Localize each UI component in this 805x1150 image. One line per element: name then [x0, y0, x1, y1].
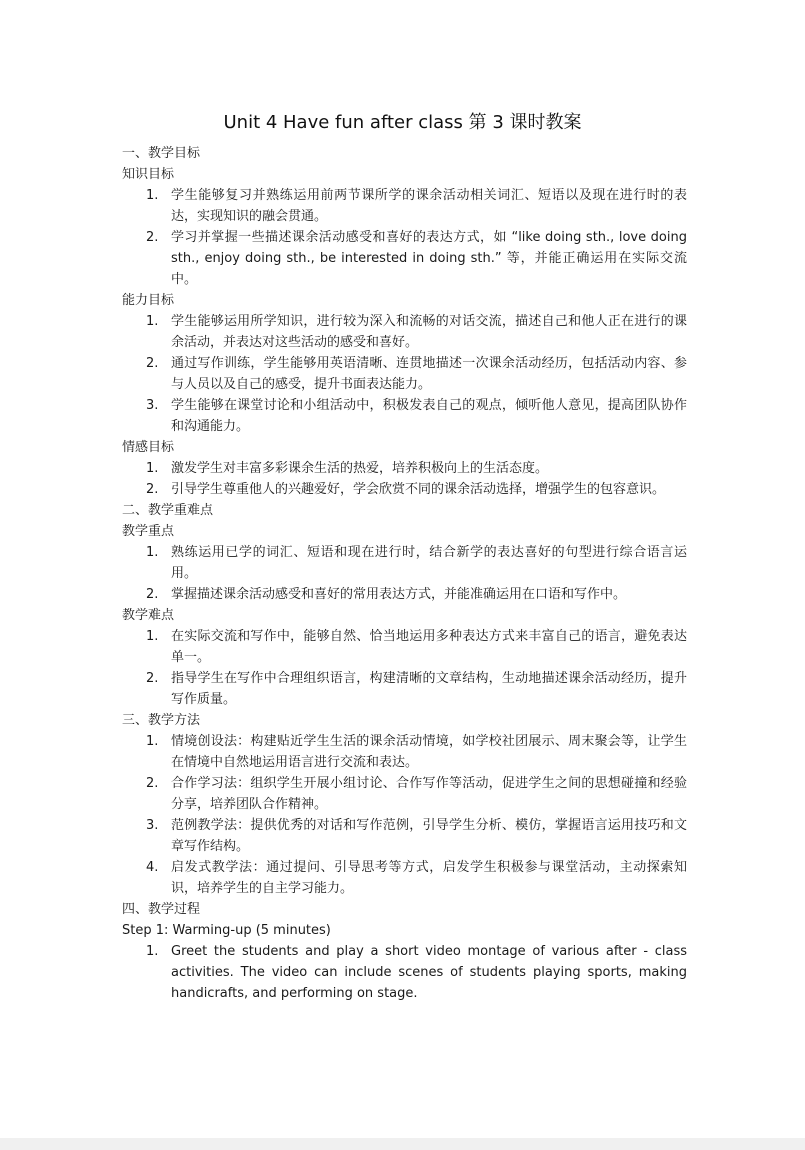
list-item — [122, 668, 687, 710]
list-item-text: 指导学生在写作中合理组织语言，构建清晰的文章结构，生动地描述课余活动经历，提升写作质量。 — [171, 671, 687, 707]
list-item-text: 学生能够运用所学知识，进行较为深入和流畅的对话交流，描述自己和他人正在进行的课余活动，并表达对这些活动的感受和喜好。 — [171, 314, 687, 350]
viewer-bottom-edge — [0, 1138, 805, 1150]
list-item — [122, 395, 687, 437]
list-item-text: 通过写作训练，学生能够用英语清晰、连贯地描述一次课余活动经历，包括活动内容、参与人员以及自己的感受，提升书面表达能力。 — [171, 356, 687, 392]
list-item-number: 1. — [146, 188, 159, 203]
numbered-list — [122, 185, 687, 290]
subsection-heading: Step 1: Warming-up (5 minutes) — [122, 923, 331, 938]
section-heading: 二、教学重难点 — [122, 503, 214, 518]
list-item-number: 1. — [146, 944, 159, 959]
numbered-list — [122, 626, 687, 710]
list-item — [122, 458, 687, 479]
list-item — [122, 311, 687, 353]
list-item — [122, 353, 687, 395]
list-item-number: 3. — [146, 398, 159, 413]
subsection-heading: 知识目标 — [122, 167, 175, 182]
section-heading: 四、教学过程 — [122, 902, 201, 917]
list-item-text: 引导学生尊重他人的兴趣爱好，学会欣赏不同的课余活动选择，增强学生的包容意识。 — [171, 482, 666, 497]
numbered-list — [122, 542, 687, 605]
document-body — [122, 143, 687, 1004]
list-item — [122, 227, 687, 290]
numbered-list — [122, 311, 687, 437]
list-item — [122, 941, 687, 1004]
section-heading: 一、教学目标 — [122, 146, 201, 161]
list-item-number: 1. — [146, 734, 159, 749]
list-item — [122, 542, 687, 584]
list-item-number: 2. — [146, 356, 159, 371]
list-item-text: 范例教学法：提供优秀的对话和写作范例，引导学生分析、模仿，掌握语言运用技巧和文章写作结构。 — [171, 818, 687, 854]
list-item-text: 熟练运用已学的词汇、短语和现在进行时，结合新学的表达喜好的句型进行综合语言运用。 — [171, 545, 687, 581]
list-item — [122, 857, 687, 899]
list-item-number: 3. — [146, 818, 159, 833]
list-item — [122, 584, 687, 605]
numbered-list — [122, 941, 687, 1004]
list-item-number: 2. — [146, 482, 159, 497]
section-heading: 三、教学方法 — [122, 713, 201, 728]
subsection-heading: 教学难点 — [122, 608, 175, 623]
list-item-text: 合作学习法：组织学生开展小组讨论、合作写作等活动，促进学生之间的思想碰撞和经验分享，培养团队合作精神。 — [171, 776, 687, 812]
list-item-number: 1. — [146, 461, 159, 476]
list-item-text: 学生能够在课堂讨论和小组活动中，积极发表自己的观点，倾听他人意见，提高团队协作和沟通能力。 — [171, 398, 687, 434]
list-item — [122, 479, 687, 500]
list-item-text: 情境创设法：构建贴近学生生活的课余活动情境，如学校社团展示、周末聚会等，让学生在情境中自然地运用语言进行交流和表达。 — [171, 734, 687, 770]
page-title: Unit 4 Have fun after class 第 3 课时教案 — [223, 112, 582, 133]
subsection-heading: 能力目标 — [122, 293, 175, 308]
list-item — [122, 626, 687, 668]
list-item-number: 2. — [146, 587, 159, 602]
list-item-text: 学习并掌握一些描述课余活动感受和喜好的表达方式，如 “like doing sth., love doing sth., enjoy doing sth., be interested in doing sth.” 等，并能正确运用在实际交流中。 — [171, 230, 687, 287]
list-item — [122, 815, 687, 857]
list-item-text: 掌握描述课余活动感受和喜好的常用表达方式，并能准确运用在口语和写作中。 — [171, 587, 627, 602]
list-item-number: 1. — [146, 314, 159, 329]
numbered-list — [122, 458, 687, 500]
list-item-text: 在实际交流和写作中，能够自然、恰当地运用多种表达方式来丰富自己的语言，避免表达单一。 — [171, 629, 687, 665]
list-item-number: 2. — [146, 230, 159, 245]
numbered-list — [122, 731, 687, 899]
list-item-text: 启发式教学法：通过提问、引导思考等方式，启发学生积极参与课堂活动，主动探索知识，培养学生的自主学习能力。 — [171, 860, 687, 896]
list-item-text: 激发学生对丰富多彩课余生活的热爱，培养积极向上的生活态度。 — [171, 461, 549, 476]
list-item-number: 4. — [146, 860, 159, 875]
list-item-number: 1. — [146, 545, 159, 560]
subsection-heading: 情感目标 — [122, 440, 175, 455]
list-item — [122, 773, 687, 815]
list-item-text: Greet the students and play a short video montage of various after - class activities. The video can include scenes of students playing sports, making handicrafts, and performing on stage. — [171, 944, 687, 1001]
list-item-number: 1. — [146, 629, 159, 644]
list-item — [122, 731, 687, 773]
subsection-heading: 教学重点 — [122, 524, 175, 539]
list-item-text: 学生能够复习并熟练运用前两节课所学的课余活动相关词汇、短语以及现在进行时的表达，实现知识的融会贯通。 — [171, 188, 687, 224]
list-item-number: 2. — [146, 671, 159, 686]
list-item-number: 2. — [146, 776, 159, 791]
list-item — [122, 185, 687, 227]
